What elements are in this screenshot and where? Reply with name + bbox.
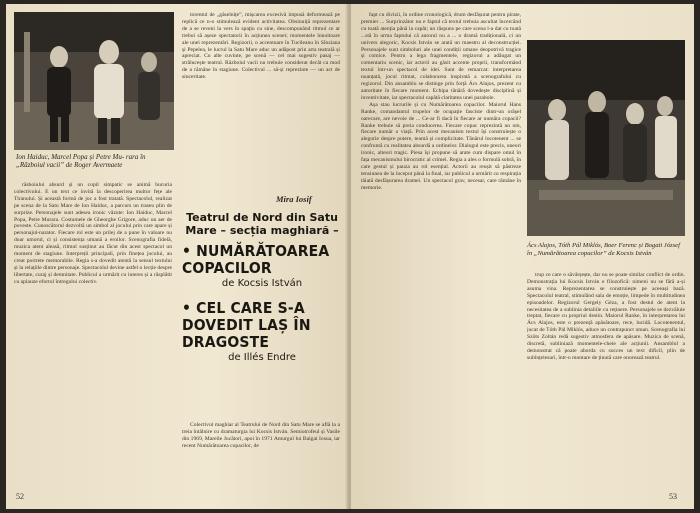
photo-caption-left: Ion Haiduc, Marcel Popa și Petre Mu- rara în „Războiul vacii” de Roger Avermaete	[16, 153, 146, 169]
article-column-bottom	[182, 422, 340, 484]
theater-heading: Teatrul de Nord din Satu Mare – secția maghiară –	[185, 211, 339, 237]
play-author-1: de Kocsis István	[221, 278, 303, 289]
paragraph: Așa stau lucrurile și cu Numărătoarea copacilor. Maiorul Hans Ranke, comandantul trupelor de ocupație fasciste dintr-un orășel oarecare, are nevoie de ... Ce-ar fi dacă în fiecare ar număra copacii? Ranke trebuie să preia conducerea. Fiecare copac reprezintă un om, fiecare număr o viață. Prin acest mecanism textul își construiește o alegorie despre putere, teamă și complicitate. Tânărul locotenent ... se confruntă cu realitatea absurdă a ordinelor. Dialogul este precis, uneori ironic, alteori tragic. Piesa își propune să arate cum dispare omul în fața mecanismului birocratic al crimei. Regia a ales o formulă sobră, în care gestul și pauza au rol esențial. Actorii au reușit să păstreze tensiunea de la început până la final, iar publicul a urmărit cu respirația tăiată desfășurarea dramei. Un spectacol grav, necesar, care rămâne în memorie.	[361, 101, 521, 191]
play-title-1: • NUMĂRĂTOAREA COPACILOR	[182, 242, 330, 277]
play-title-2: • CEL CARE S-A DOVEDIT LAȘ ÎN DRAGOSTE	[182, 299, 311, 351]
paragraph: trup ce care o săvârșește, dar nu se poate similar conflict de ordin. Demonstrația lui Kocsis István e filozofică: nimeni nu se fără a-și asuma vina. Reprezentarea se construiește pe aceeași bază. Spectacolul teatral, stimulând sala de emoție, limpede în multitudinea episoadelor. Regizorul Gergely Géza, a fost destul de atent la necesitatea de a sublinia detaliile cu reținere. Personajele se dezvăluie treptat, fiecare cu propriul destin. Maiorul Ranke, în interpretarea lui Ács Alajos, este o prezență apăsătoare, rece, lucidă. Locotenentul, jucat de Tóth Pál Miklós, aduce un contrapunct uman. Scenografia lui Szőts Zoltán redă sugestiv atmosfera de apăsare. Muzica de scenă, discretă, subliniază momentele-cheie ale acțiunii. Ansamblul a demonstrat că poate aborda cu succes un text dificil, plin de subînțelesuri, într-o montare de ținută care onorează teatrul.	[527, 272, 685, 361]
paragraph: fapt cu divizii, în ordine cronologică, drum desfășurat pentru pirate, premier ... Surprinzător nu e faptul că textul trebuia ascultat încercând cu toată atenția până la capăt; un răspuns pe care scena l-a dat cu toată ...stă în urma faptului că autorul nu a ... o dramă tradițională, ci un univers alegoric, Kocsis István se arată un maestru al deconstrucției. Personajele sunt simboluri ale unei condiții umane deopotrivă tragice și comice. Pentru a lega fragmentele, regizorul a adăugat un comentariu scenic, iar actorii au găsit accente proprii, transformând textul într-un spectacol de idei. Sunt de remarcat: interpretarea nuanțată, jocul ritmat, colaborarea inspirată a scenografului cu regizorul. Din ansamblu se distinge prin forță Ács Alajos, prezent cu autoritate în fiecare moment. Echipa tânără dovedește disciplină și inventivitate, iar spectacolul capătă claritatea unei parabole.	[361, 12, 521, 101]
page-number-right: 53	[669, 492, 677, 501]
stage-photo-right	[527, 40, 685, 236]
author-signature: Mira Iosif	[276, 194, 312, 204]
article-column-right	[527, 272, 685, 490]
right-page	[351, 4, 694, 509]
page-number-left: 52	[16, 492, 24, 501]
left-page	[6, 4, 349, 509]
paragraph: Colectivul maghiar al Teatrului de Nord din Satu Mare se află la a treia întâlnire cu dramaturgia lui Kocsis István. Semiotrofeul și Vasile din 1969, Mareile Jucători, apoi în 1971 Amurgul lui Balgai Iosua, iar recent Numărătoarea copacilor, de	[182, 422, 340, 449]
article-column-left	[14, 182, 172, 482]
paragraph: torentul de „găselnițe”, mișcarea excesivă impusă deformează pe replică ce n-o stimulează evident activitatea. Obsinuiță reprezentare de a se reveni la vers în spaţiu cu sine, descompunând ritmul ce ar trebui să așeze spectatorii în acțiunea scenei; momentele înnoitoare ale unei reprezentări. Regizorii, o accentuare în Tucileanu în Sînziana și Pepelea, le lucrul la Satu Mare aduc un adăpost prin arta teatrală și apreciat. Cu alte cuvinte, pe scenă — cel mai sugestiv pasaj — strălucește teatrul. Războiul vacii nu trebuie considerat decât ca mod de a rămâne în stagiune. Colectivul ... să-și reprezinte — un act de sinceritate.	[182, 12, 340, 81]
magazine-spread	[6, 4, 694, 509]
review-heading-block	[182, 211, 342, 364]
photo-caption-right: Ács Alajos, Tóth Pál Miklós, Boer Ferenc și Bogati József în „Numărătoarea copacilor” de Kocsis István	[527, 242, 680, 257]
article-column-top-right	[182, 12, 340, 192]
stage-photo-left	[14, 12, 174, 150]
play-author-2: de Illés Endre	[228, 352, 296, 363]
article-column-right-page-left	[361, 12, 521, 490]
paragraph: răsboiului absurd și un copil simpatic se animă bucuria colectivului. E un text ce invită la descoperirea multor fețe ale Tiranului. Și această formă de joc a fost tratată. Spectacolul, realizat pe scena de la Satu Mare de Ion Haiduc, a parcurs un traseu plin de surprize. Personajele sunt adesea ironic văzute: Ion Haiduc, Marcel Popa, Petre Murara. Costumele de Gheorghe Grigore, aduc un aer de poveste. Cunoscătorul dezvoltă un simbol al jocului prin care apare și personajul-narator. Fiecare rol este un prilej de a pune în valoare nu doar umorul, ci și consistența umană a eroilor. Scenografia fidelă, muzica atent aleasă, ritmul susținut au făcut din acest spectacol un moment de stagiune. Interpreții principali, prin finețea jocului, au creat portrete memorabile. Regia s-a dovedit atentă la sensul textului și la relațiile dintre personaje. Spectacolul devine astfel o lecție despre libertate, curaj și demnitate. Publicul a urmărit cu interes și a răsplătit cu aplauze efortul întregului colectiv.	[14, 182, 172, 285]
